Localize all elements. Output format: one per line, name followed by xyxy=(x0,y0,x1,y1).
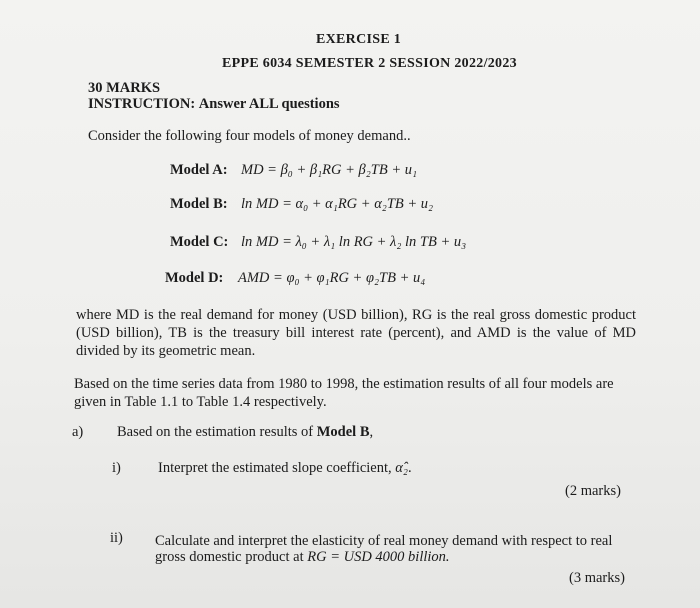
part-ii-line2 xyxy=(155,549,450,566)
model-b-label: Model B: xyxy=(170,196,228,212)
model-d-label: Model D: xyxy=(165,270,224,286)
part-ii-label: ii) xyxy=(110,530,123,546)
model-a-label: Model A: xyxy=(170,162,228,178)
instruction-label: INSTRUCTION: xyxy=(88,96,196,112)
part-i-question: Interpret the estimated slope coefficient, xyxy=(158,460,392,476)
definitions-paragraph: where MD is the real demand for money (USD billion), RG is the real gross domestic product (USD billion), TB is the treasury bill interest rate (percent), and AMD is the value of MD divided by its geometric mean. xyxy=(76,307,636,359)
exercise-title: EXERCISE 1 xyxy=(316,32,402,47)
question-a-prefix: Based on the estimation results of xyxy=(117,424,314,440)
part-ii-line1: Calculate and interpret the elasticity of real money demand with respect to real xyxy=(155,533,613,549)
part-i-marks: (2 marks) xyxy=(565,483,621,499)
question-a-suffix: , xyxy=(369,424,374,440)
part-i-label: i) xyxy=(112,460,121,476)
instruction-text: Answer ALL questions xyxy=(198,96,340,112)
part-ii-marks: (3 marks) xyxy=(569,570,625,586)
question-a-label: a) xyxy=(72,424,84,440)
model-c-equation: ln MD = λ₀ + λ₁ ln RG + λ₂ ln TB + u₃ xyxy=(241,234,467,250)
model-a-equation: MD = β₀ + β₁RG + β₂TB + u₁ xyxy=(241,162,418,178)
model-b-equation: ln MD = α₀ + α₁RG + α₂TB + u₂ xyxy=(241,196,434,212)
alpha-hat-2-symbol: α̂₂ xyxy=(395,460,408,476)
model-c-label: Model C: xyxy=(170,234,229,250)
data-note-paragraph: Based on the time series data from 1980 to 1998, the estimation results of all four models are given in Table 1.1 to Table 1.4 respectively. xyxy=(74,376,614,410)
question-a-model: Model B xyxy=(316,424,370,440)
total-marks: 30 MARKS xyxy=(88,80,161,96)
intro-text: Consider the following four models of money demand.. xyxy=(88,128,411,144)
instruction-line xyxy=(88,96,340,113)
question-a-text xyxy=(117,424,373,441)
part-i-text: Interpret the estimated slope coefficient, α̂₂. xyxy=(158,460,412,476)
part-ii-rg-value: RG = USD 4000 billion. xyxy=(307,549,450,565)
course-session-heading: EPPE 6034 SEMESTER 2 SESSION 2022/2023 xyxy=(222,56,517,71)
part-ii-line2-prefix: gross domestic product at xyxy=(155,549,304,565)
model-d-equation: AMD = φ₀ + φ₁RG + φ₂TB + u₄ xyxy=(238,270,426,286)
